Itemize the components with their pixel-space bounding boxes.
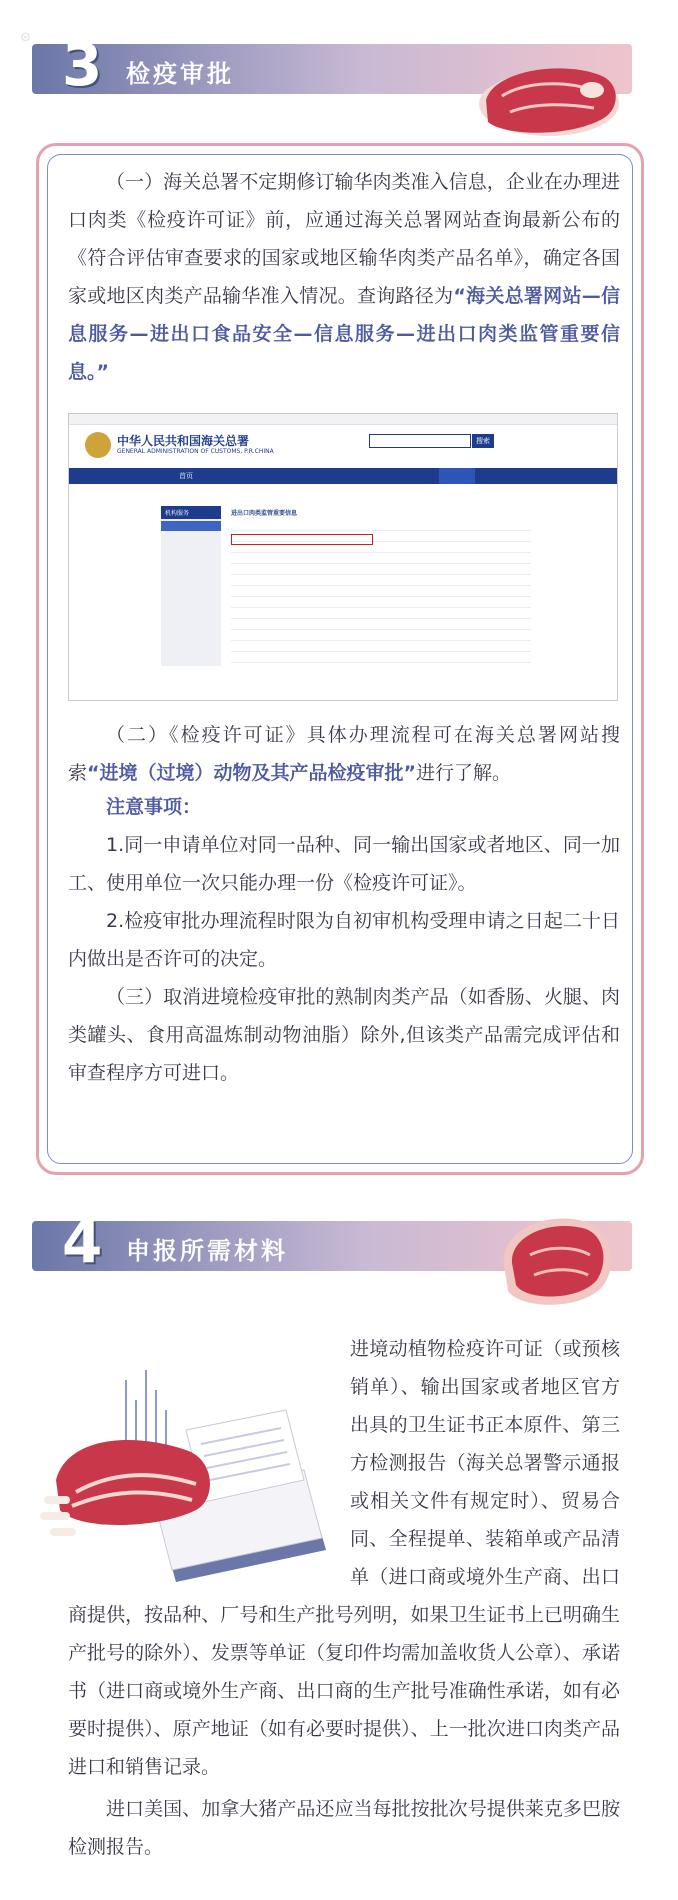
- site-list-title: 进出口肉类监管重要信息: [231, 510, 298, 517]
- watermark: ⊙: [20, 30, 31, 45]
- site-title: 中华人民共和国海关总署: [117, 434, 250, 448]
- notice-item-2: 2.检疫审批办理流程时限为自初审机构受理申请之日起二十日内做出是否许可的决定。: [68, 910, 620, 970]
- section4-para2: 进口美国、加拿大猪产品还应当每批按批次号提供莱克多巴胺检测报告。: [68, 1798, 620, 1858]
- site-sidebar: [161, 506, 221, 666]
- meat-slice-icon: [490, 1205, 620, 1315]
- site-search-input[interactable]: [369, 434, 471, 448]
- section3-para3: （三）取消进境检疫审批的熟制肉类产品（如香肠、火腿、肉类罐头、食用高温炼制动物油脂）除外,但该类产品需完成评估和审查程序方可进口。: [68, 986, 620, 1084]
- search-keyword: “进境（过境）动物及其产品检疫审批”: [87, 762, 416, 784]
- site-sidebar-title: 机构服务: [161, 506, 221, 519]
- site-subtitle: GENERAL ADMINISTRATION OF CUSTOMS, P.R.CHINA: [117, 448, 274, 455]
- notice-item-1: 1.同一申请单位对同一品种、同一输出国家或者地区、同一加工、使用单位一次只能办理一份《检疫许可证》。: [68, 834, 620, 894]
- site-nav-bar: [69, 468, 617, 484]
- section3-para1: （一）海关总署不定期修订输华肉类准入信息，企业在办理进口肉类《检疫许可证》前，应通过海关总署网站查询最新公布的《符合评估审查要求的国家或地区输华肉类产品名单》，确定各国家或地区肉类产品输华准入情况。查询路径为“海关总署网站—信息服务—进出口食品安全—信息服务—进出口肉类监管重要信息。”: [68, 171, 620, 383]
- section4-title: 申报所需材料: [126, 1237, 288, 1265]
- site-nav-active[interactable]: [439, 468, 475, 484]
- section3-number: 3: [62, 31, 103, 99]
- customs-emblem-icon: [85, 432, 111, 458]
- steak-icon: [474, 52, 624, 142]
- customs-website-screenshot: [68, 413, 618, 701]
- site-nav-home[interactable]: 首页: [179, 472, 193, 480]
- query-path: “海关总署网站—信息服务—进出口食品安全—信息服务—进出口肉类监管重要信息。”: [68, 285, 620, 383]
- notice-title: 注意事项：: [106, 796, 202, 818]
- section4-number: 4: [62, 1208, 103, 1276]
- section3-title: 检疫审批: [126, 60, 234, 88]
- section4-para1: 进境动植物检疫许可证（或预核销单）、输出国家或者地区官方出具的卫生证书正本原件、第三方检测报告（海关总署警示通报或相关文件有规定时）、贸易合同、全程提单、装箱单或产品清单（进口商或境外生产商、出口商提供，按品种、厂号和生产批号列明，如果卫生证书上已明确生产批号的除外）、发票等单证（复印件均需加盖收货人公章）、承诺书（进口商或境外生产商、出口商的生产批号准确性承诺，如有必要时提供）、原产地证（如有必要时提供）、上一批次进口肉类产品进口和销售记录。: [68, 1338, 620, 1778]
- section3-para2: （二）《检疫许可证》具体办理流程可在海关总署网站搜索“进境（过境）动物及其产品检疫审批”进行了解。: [68, 724, 620, 784]
- site-search-button[interactable]: 搜索: [472, 434, 494, 448]
- highlight-box: [231, 534, 373, 545]
